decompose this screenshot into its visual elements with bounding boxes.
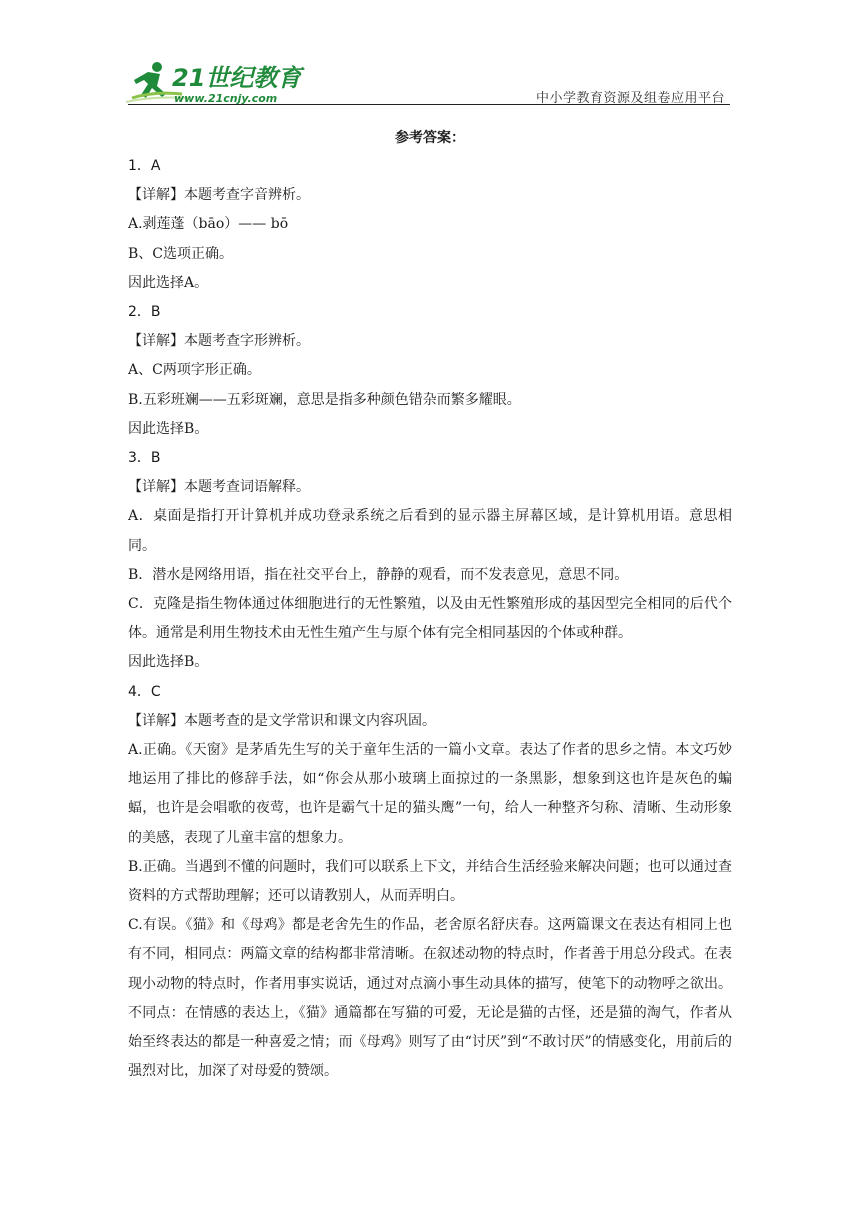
explanation-line: 因此选择A。 [128,274,209,291]
explanation-line: 因此选择B。 [128,420,209,437]
svg-text:21世纪教育: 21世纪教育 [172,64,302,92]
answer-number: 4．C [128,683,161,700]
explanation-line: A、C两项字形正确。 [128,362,261,379]
page-header [0,0,860,110]
explanation-line: B．潜水是网络用语，指在社交平台上，静静的观看，而不发表意见，意思不同。 [128,566,629,583]
answer-block-4 [128,678,732,1087]
answer-block-2 [128,298,732,444]
header-divider [128,104,730,105]
explanation-paragraph: C．克隆是指生物体通过体细胞进行的无性繁殖，以及由无性繁殖形成的基因型完全相同的后代个体。通常是利用生物技术由无性生殖产生与原个体有完全相同基因的个体或种群。 [128,596,732,642]
answer-block-3 [128,444,732,678]
explanation-line: 【详解】本题考查字形辨析。 [128,333,310,350]
explanation-line: 因此选择B。 [128,654,209,671]
explanation-line: 【详解】本题考查词语解释。 [128,479,310,496]
explanation-paragraph: C.有误。《猫》和《母鸡》都是老舍先生的作品，老舍原名舒庆春。这两篇课文在表达有相同上也有不同，相同点：两篇文章的结构都非常清晰。在叙述动物的特点时，作者善于用总分段式。在表现小动物的特点时，作者用事实说话，通过对点滴小事生动具体的描写，使笔下的动物呼之欲出。不同点：在情感的表达上，《猫》通篇都在写猫的可爱，无论是猫的古怪，还是猫的淘气，作者从始至终表达的都是一种喜爱之情；而《母鸡》则写了由“讨厌”到“不敢讨厌”的情感变化，用前后的强烈对比，加深了对母爱的赞颂。 [128,917,732,1080]
answer-content [128,124,732,1087]
answer-block-1 [128,152,732,298]
answer-number: 1．A [128,158,161,174]
explanation-line: B.五彩班斓——五彩斑斓，意思是指多种颜色错杂而繁多耀眼。 [128,391,521,408]
explanation-paragraph: A.正确。《天窗》是茅盾先生写的关于童年生活的一篇小文章。表达了作者的思乡之情。本文巧妙地运用了排比的修辞手法，如“你会从那小玻璃上面掠过的一条黑影，想象到这也许是灰色的蝙蝠，也许是会唱歌的夜莺，也许是霸气十足的猫头鹰”一句，给人一种整齐匀称、清晰、生动形象的美感，表现了儿童丰富的想象力。 [128,742,732,846]
explanation-line: 【详解】本题考查的是文学常识和课文内容巩固。 [128,712,436,729]
explanation-line: B、C选项正确。 [128,245,233,262]
explanation-line: 【详解】本题考查字音辨析。 [128,187,310,204]
answer-number: 3．B [128,450,161,467]
logo [124,58,324,106]
answer-number: 2．B [128,304,161,321]
svg-text:www.21cnjy.com: www.21cnjy.com [174,92,278,105]
explanation-line: A.剥莲蓬（bāo）—— bō [128,216,289,233]
logo-runner-icon [124,58,324,106]
page-title: 参考答案： [395,130,465,146]
explanation-paragraph: A．桌面是指打开计算机并成功登录系统之后看到的显示器主屏幕区域，是计算机用语。意思相同。 [128,508,732,554]
explanation-paragraph: B.正确。当遇到不懂的问题时，我们可以联系上下文，并结合生活经验来解决问题；也可以通过查资料的方式帮助理解；还可以请教别人，从而弄明白。 [128,858,732,905]
platform-name: 中小学教育资源及组卷应用平台 [535,91,725,106]
